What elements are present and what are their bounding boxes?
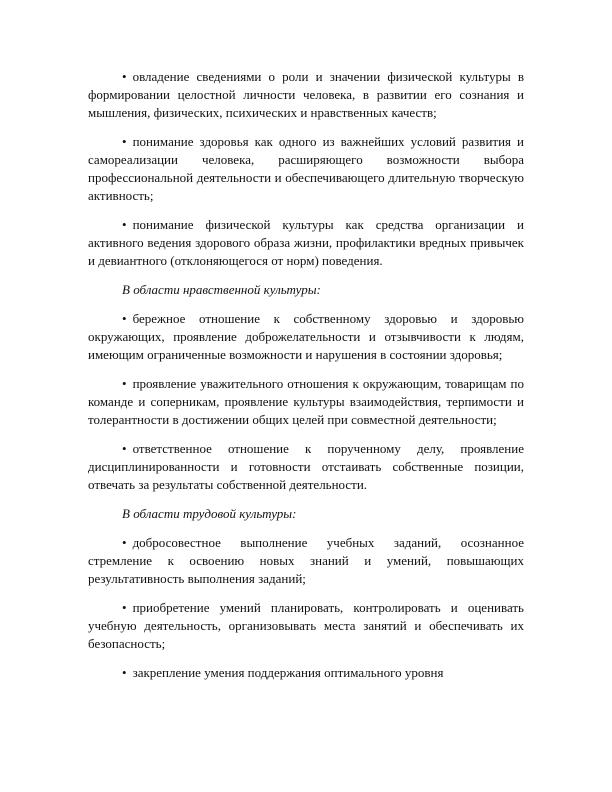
bullet-text: бережное отношение к собственному здоровью и здоровью окружающих, проявление доброжелательности и отзывчивости к людям, имеющим ограниченные возможности и нарушения в состоянии здоровья; <box>88 311 524 362</box>
bullet-item <box>88 133 524 205</box>
bullet-text: проявление уважительного отношения к окружающим, товарищам по команде и соперникам, проявление культуры взаимодействия, терпимости и толерантности в достижении общих целей при совместной деятельности; <box>88 376 524 427</box>
bullet-text: добросовестное выполнение учебных заданий, осознанное стремление к освоению новых знаний и умений, повышающих результативность выполнения заданий; <box>88 535 524 586</box>
section-heading: В области нравственной культуры: <box>122 282 321 297</box>
bullet-marker: • <box>122 535 127 550</box>
bullet-item <box>88 310 524 364</box>
section-heading: В области трудовой культуры: <box>122 506 297 521</box>
bullet-text: овладение сведениями о роли и значении физической культуры в формировании целостной личности человека, в развитии его сознания и мышления, физических, психических и нравственных качеств; <box>88 69 524 120</box>
bullet-marker: • <box>122 376 127 391</box>
bullet-item <box>88 68 524 122</box>
bullet-marker: • <box>122 600 127 615</box>
bullet-text: закрепление умения поддержания оптимального уровня <box>132 665 444 680</box>
bullet-text: ответственное отношение к порученному делу, проявление дисциплинированности и готовности отстаивать собственные позиции, отвечать за результаты собственной деятельности. <box>88 441 524 492</box>
bullet-marker: • <box>122 441 127 456</box>
bullet-item <box>88 664 524 682</box>
bullet-item <box>88 599 524 653</box>
bullet-text: понимание здоровья как одного из важнейших условий развития и самореализации человека, расширяющего возможности выбора профессиональной деятельности и обеспечивающего длительную творческую активность; <box>88 134 524 203</box>
bullet-item <box>88 440 524 494</box>
bullet-marker: • <box>122 665 127 680</box>
bullet-item <box>88 216 524 270</box>
bullet-marker: • <box>122 311 127 326</box>
bullet-text: приобретение умений планировать, контролировать и оценивать учебную деятельность, организовывать места занятий и обеспечивать их безопасность; <box>88 600 524 651</box>
bullet-marker: • <box>122 69 127 84</box>
document-body <box>88 68 524 693</box>
bullet-marker: • <box>122 217 127 232</box>
bullet-marker: • <box>122 134 127 149</box>
bullet-text: понимание физической культуры как средства организации и активного ведения здорового образа жизни, профилактики вредных привычек и девиантного (отклоняющегося от норм) поведения. <box>88 217 524 268</box>
bullet-item <box>88 534 524 588</box>
bullet-item <box>88 375 524 429</box>
